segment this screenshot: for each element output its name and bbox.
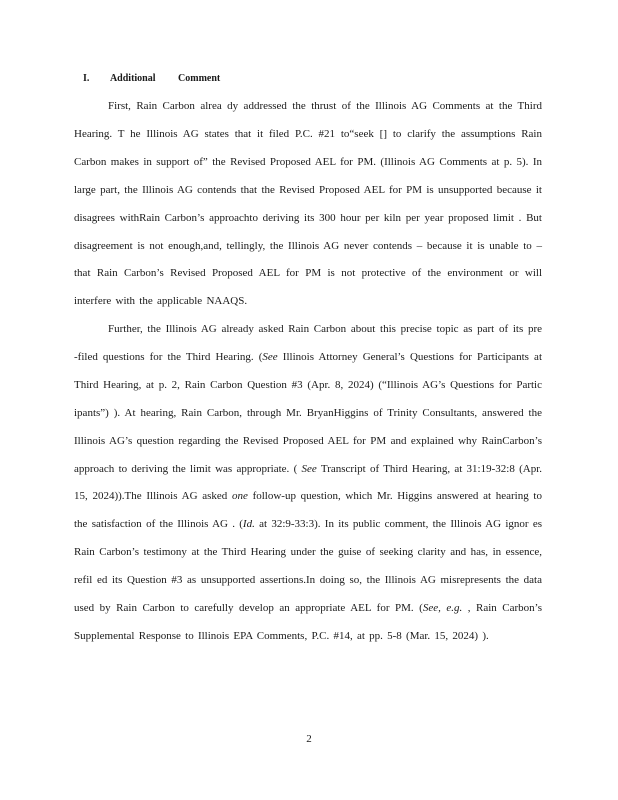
page-number: 2 [306,733,312,745]
citation-signal-see-2: See [297,462,317,475]
citation-signal-see-1: See [262,350,278,363]
section-number: I. [83,73,90,84]
section-title-word-2: Comment [178,73,221,84]
paragraph-2-text-3: Transcript of Third Hearing, at 31:19-32:8 (Apr. 15, 2024)).The Illinois AG asked [74,462,543,503]
citation-id: Id. [242,518,255,531]
section-title-word-1: Additional [109,73,156,84]
emphasis-one: one [231,490,248,503]
paragraph-2-text-2: Illinois Attorney General’s Questions for Participants at Third Hearing, at p. 2, Rain Carbon Question #3 (Apr. 8, 2024) (“Illinois AG’s Questions for Partic ipants”) ). At hearing, Rain Carbon, through Mr. BryanHiggins of Trinity Consultants, answered the Illinois AG’s question regarding the Revised Proposed AEL for PM and explained why RainCarbon’s approach to deriving the limit was appropriate. ( [74,350,542,475]
paragraph-2-text-6: , Rain Carbon’s Supplemental Response to Illinois EPA Comments, P.C. #14, at pp. 5-8 (Mar. 15, 2024) ). [74,602,542,642]
paragraph-1: First, Rain Carbon alrea dy addressed the thrust of the Illinois AG Comments at the Third Hearing. T he Illinois AG states that it filed P.C. #21 to“seek [] to clarify the assumptions Rain Carbon makes in support of” the Revised Proposed AEL for PM. (Illinois AG Comments at p. 5). In large part, the Illinois AG contends that the Revised Proposed AEL for PM is unsupported because it disagrees withRain Carbon’s approachto deriving its 300 hour per kiln per year proposed limit . But disagreement is not enough,and, tellingly, the Illinois AG never contends – because it is unable to – that Rain Carbon’s Revised Proposed AEL for PM is not protective of the environment or will interfere with the applicable NAAQS. [74,100,542,308]
section-heading [83,73,220,84]
citation-signal-see-eg: See, e.g. [422,602,463,615]
paragraph-2-text-5: at 32:9-33:3). In its public comment, the Illinois AG ignor es Rain Carbon’s testimony at the Third Hearing under the guise of seeking clarity and has, in essence, refil ed its Question #3 as unsupported assertions.In doing so, the Illinois AG misrepresents the data used by Rain Carbon to carefully develop an appropriate AEL for PM. ( [74,518,542,615]
paragraph-2 [74,316,542,651]
paragraph-2-text-4: follow-up question, which Mr. Higgins answered at hearing to the satisfaction of the Illinois AG . ( [74,490,542,531]
paragraph-2-text-1: Further, the Illinois AG already asked Rain Carbon about this precise topic as part of its pre -filed questions for the Third Hearing. ( [74,323,542,363]
